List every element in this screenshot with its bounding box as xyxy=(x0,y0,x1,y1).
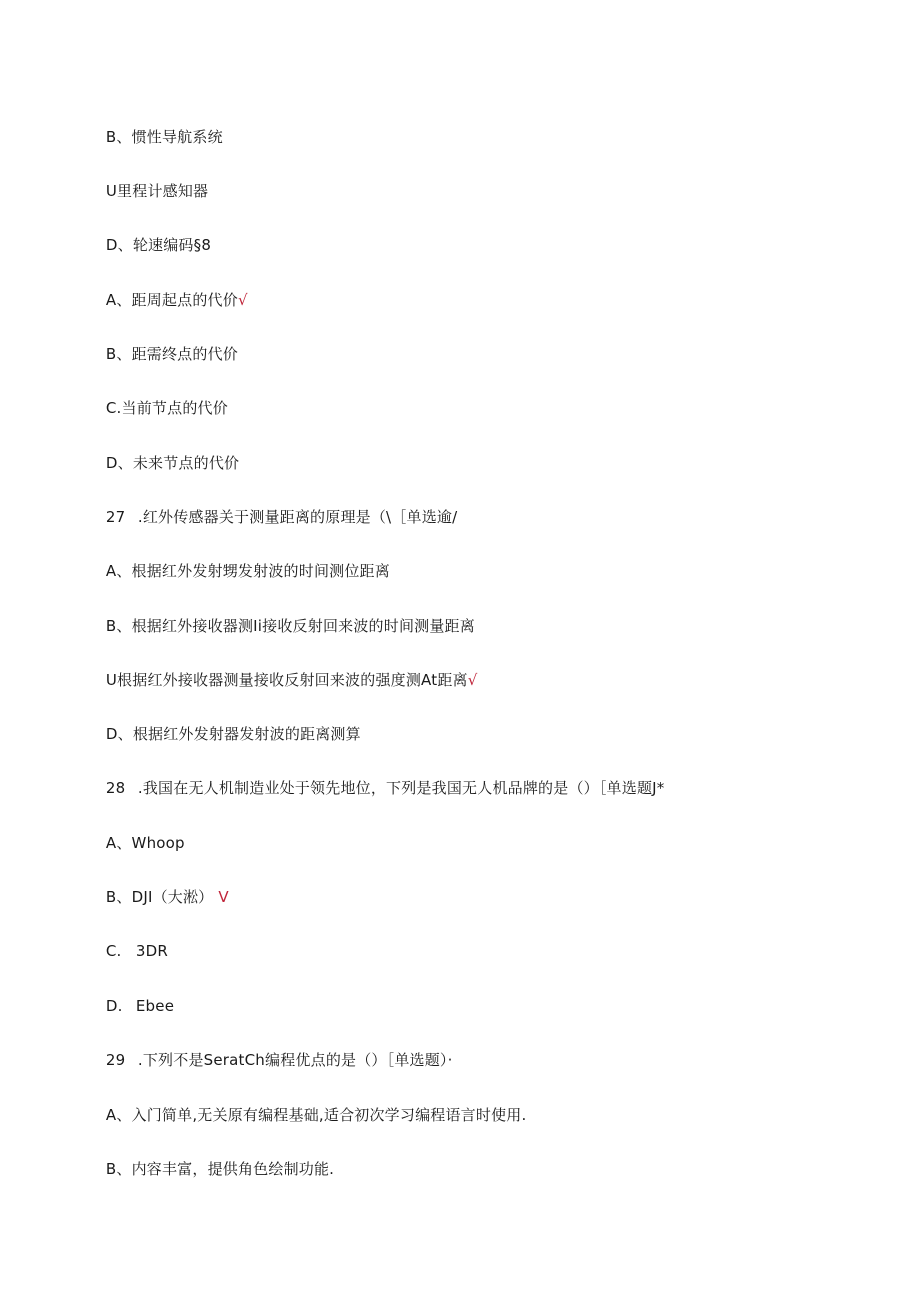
option-letter: B、 xyxy=(105,888,132,906)
option-text: D、根据红外发射器发射波的距离测算 xyxy=(105,725,361,743)
question-29 xyxy=(86,1030,453,1090)
question-text: .我国在无人机制造业处于领先地位，下列是我国无人机品牌的是（）［单选题J* xyxy=(137,779,665,797)
option-line xyxy=(86,215,211,275)
question-28 xyxy=(86,758,664,818)
option-text: B、惯性导航系统 xyxy=(105,128,223,146)
option-line xyxy=(86,921,168,981)
option-line xyxy=(86,161,208,221)
option-line xyxy=(86,813,185,873)
option-letter: D. xyxy=(105,997,123,1015)
question-27 xyxy=(86,487,457,547)
option-letter: A、 xyxy=(105,834,132,852)
option-line xyxy=(86,976,174,1036)
option-text: DJI（大淞） xyxy=(131,888,214,906)
question-text: .红外传感器关于测量距离的原理是（\［单选逾/ xyxy=(137,508,458,526)
option-line xyxy=(86,433,239,493)
option-line xyxy=(86,270,248,330)
option-text: A、距周起点的代价 xyxy=(105,291,238,309)
option-line xyxy=(86,704,361,764)
option-line xyxy=(86,378,228,438)
option-line xyxy=(86,1139,334,1199)
option-text: B、根据红外接收器测Ii接收反射回来波的时间测量距离 xyxy=(105,617,475,635)
answer-mark: √ xyxy=(237,291,248,309)
option-line xyxy=(86,1085,526,1145)
option-line xyxy=(86,324,238,384)
question-number: 28 xyxy=(105,779,126,797)
option-text: A、根据红外发射甥发射波的时间测位距离 xyxy=(105,562,390,580)
option-text: C.当前节点的代价 xyxy=(105,399,228,417)
option-text: Whoop xyxy=(131,834,185,852)
question-number: 27 xyxy=(105,508,126,526)
option-text: U根据红外接收器测量接收反射回来波的强度测At距离 xyxy=(105,671,468,689)
question-number: 29 xyxy=(105,1051,126,1069)
option-line xyxy=(86,650,478,710)
option-line xyxy=(86,541,390,601)
option-line xyxy=(86,596,475,656)
option-text: B、内容丰富，提供角色绘制功能. xyxy=(105,1160,335,1178)
answer-mark: V xyxy=(218,888,229,906)
option-line xyxy=(86,867,229,927)
option-text: Ebee xyxy=(135,997,175,1015)
option-text: A、入门简单,无关原有编程基础,适合初次学习编程语言时使用. xyxy=(105,1106,527,1124)
option-text: U里程计感知器 xyxy=(105,182,209,200)
option-text: D、轮速编码§8 xyxy=(105,236,212,254)
answer-mark: √ xyxy=(467,671,478,689)
option-letter: C. xyxy=(105,942,122,960)
option-text: B、距需终点的代价 xyxy=(105,345,238,363)
question-text: .下列不是SeratCh编程优点的是（）［单选题）· xyxy=(137,1051,453,1069)
option-line xyxy=(86,107,223,167)
option-text: D、未来节点的代价 xyxy=(105,454,240,472)
option-text: 3DR xyxy=(135,942,168,960)
